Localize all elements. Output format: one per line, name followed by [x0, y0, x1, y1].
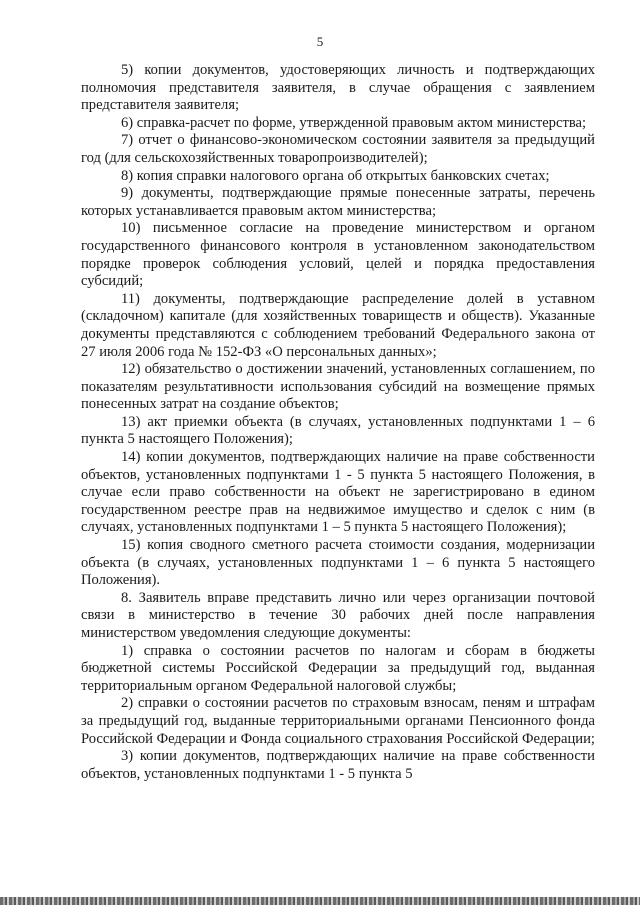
- paragraph: 15) копия сводного сметного расчета стоимости создания, модернизации объекта (в случаях, установленных подпунктами 1 – 6 пункта 5 настоящего Положения).: [81, 537, 595, 589]
- paragraph: 2) справки о состоянии расчетов по страховым взносам, пеням и штрафам за предыдущий год, выданные территориальными органами Пенсионного фонда Российской Федерации и Фонда социального страхования Российской Федерации;: [81, 695, 595, 747]
- paragraph: 11) документы, подтверждающие распределение долей в уставном (складочном) капитале (для хозяйственных товариществ и обществ). Указанные документы представляются с соблюдением требований Федерального закона от 27 июля 2006 года № 152-ФЗ «О персональных данных»;: [81, 290, 595, 360]
- paragraph: 6) справка-расчет по форме, утвержденной правовым актом министерства;: [121, 114, 587, 131]
- paragraph: 7) отчет о финансово-экономическом состоянии заявителя за предыдущий год (для сельскохозяйственных товаропроизводителей);: [81, 132, 595, 166]
- paragraph: 10) письменное согласие на проведение министерством и органом государственного финансового контроля в установленном законодательством порядке проверок соблюдения условий, целей и порядка предоставления субсидий;: [81, 220, 595, 290]
- paragraph: 13) акт приемки объекта (в случаях, установленных подпунктами 1 – 6 пункта 5 настоящего Положения);: [81, 413, 595, 448]
- paragraph: 3) копии документов, подтверждающих наличие на праве собственности объектов, установленных подпунктами 1 - 5 пункта 5: [81, 748, 595, 782]
- paragraph: 14) копии документов, подтверждающих наличие на праве собственности объектов, установленных подпунктами 1 - 5 пункта 5 настоящего Положения, в случае если право собственности на объект не зарегистрировано в едином государственном реестре прав на недвижимое имущество и сделок с ним (в случаях, установленных подпунктами 1 – 5 пункта 5 настоящего Положения);: [81, 449, 595, 536]
- paragraph: 8. Заявитель вправе представить лично или через организации почтовой связи в министерство в течение 30 рабочих дней после направления министерством уведомления следующие документы:: [81, 589, 595, 641]
- paragraph: 8) копия справки налогового органа об открытых банковских счетах;: [121, 167, 550, 184]
- scan-edge: [0, 897, 640, 905]
- paragraph: 12) обязательство о достижении значений, установленных соглашением, по показателям результативности использования субсидий на возмещение прямых понесенных затрат на создание объектов;: [81, 361, 595, 413]
- page-number: 5: [316, 34, 324, 49]
- paragraph: 9) документы, подтверждающие прямые понесенные затраты, перечень которых устанавливается правовым актом министерства;: [81, 185, 595, 219]
- paragraph: 1) справка о состоянии расчетов по налогам и сборам в бюджеты бюджетной системы Российской Федерации за предыдущий год, выданная территориальным органом Федеральной налоговой службы;: [81, 642, 595, 694]
- document-body: [81, 62, 595, 783]
- paragraph: 5) копии документов, удостоверяющих личность и подтверждающих полномочия представителя заявителя, в случае обращения с заявлением представителя заявителя;: [81, 62, 595, 114]
